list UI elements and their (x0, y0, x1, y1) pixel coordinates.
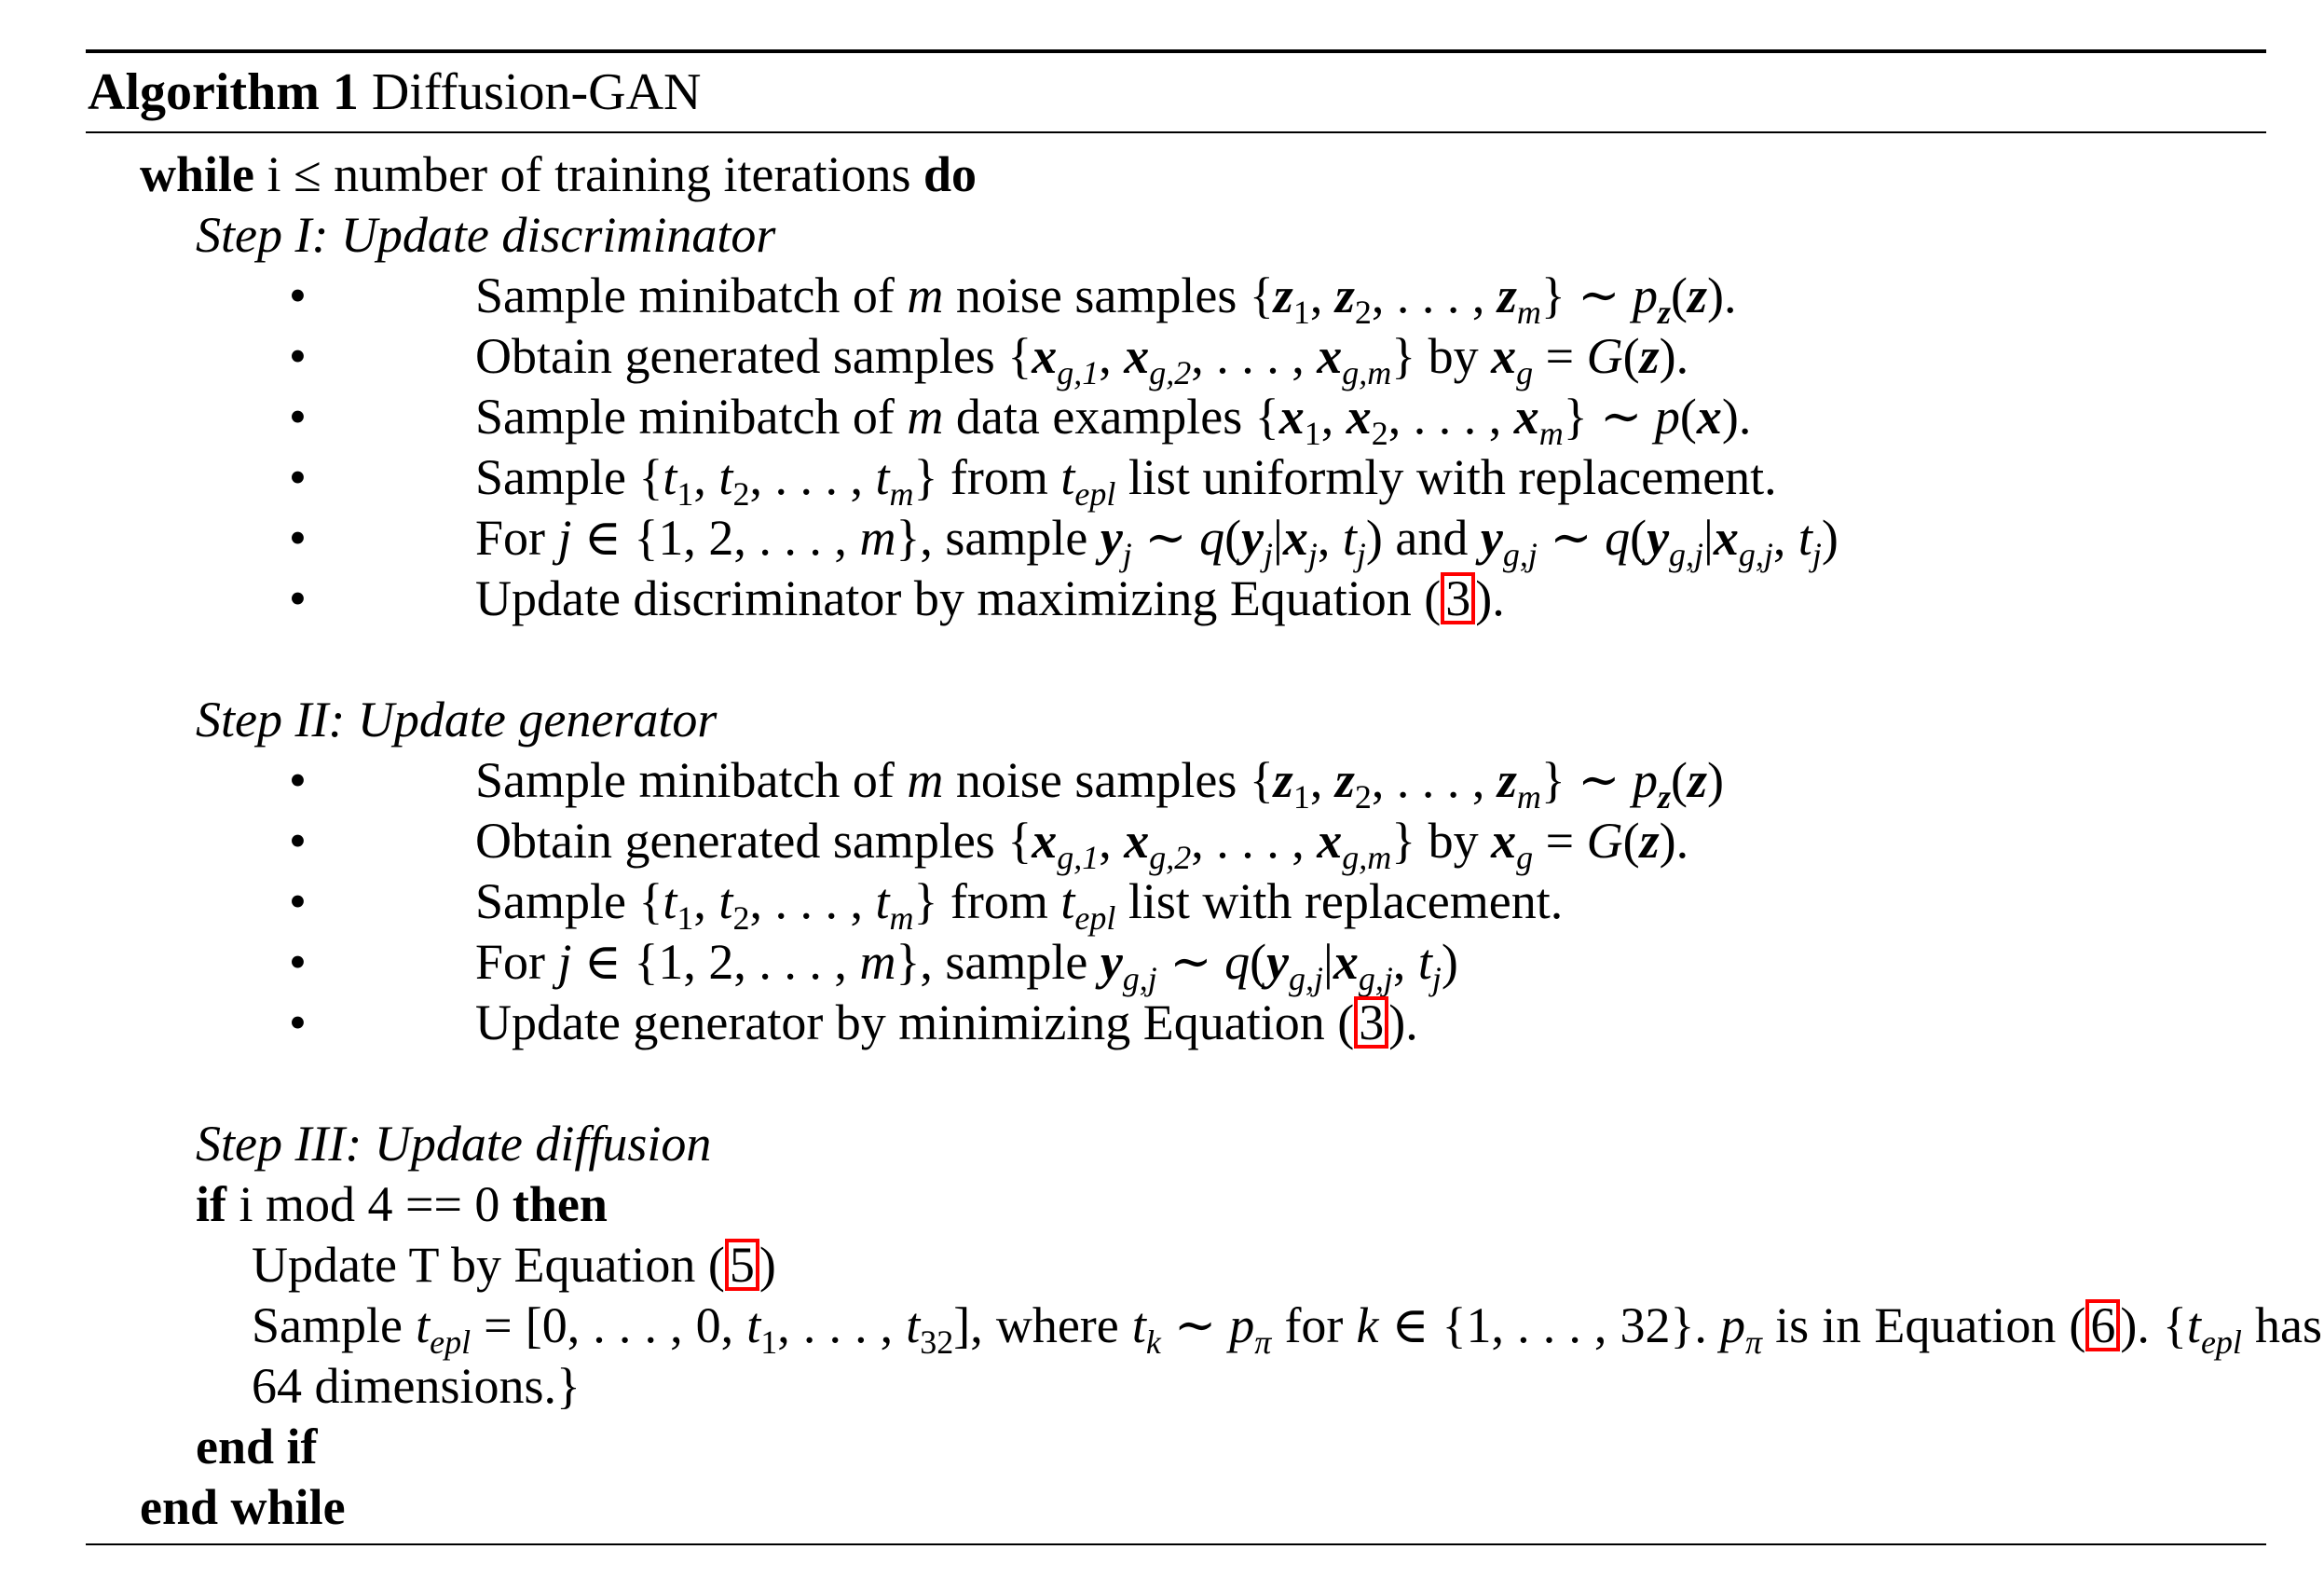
algorithm-label: Algorithm 1 (88, 63, 359, 121)
equation-ref-link[interactable]: 3 (1354, 996, 1388, 1049)
if-line (86, 1174, 2266, 1235)
bullet-dot: • (289, 267, 307, 323)
keyword-do: do (923, 146, 977, 202)
equation-ref-link[interactable]: 5 (725, 1239, 759, 1291)
bullet-dot: • (289, 389, 307, 445)
step2-title: Step II: Update generator (196, 692, 718, 747)
equation-ref-link[interactable]: 3 (1441, 572, 1475, 624)
bullet-dot: • (289, 873, 307, 929)
step2-bullet-2: • Obtain generated samples {$x_{g,1}$, $x_{g,2}$, . . . , $x_{g,m}$} by $x_g = G(z)$. (289, 813, 1689, 876)
bullet-dot: • (289, 328, 307, 384)
keyword-while: while (140, 146, 255, 202)
step1-bullet-5: • For j ∈ {1, 2, . . . , m}, sample $y_j$ ∼ $q(y_j|x_j$, $t_j$) and $y_{g,j}$ ∼ $q(y_{g,j}|x_{g,j}$, $t_j$) (289, 510, 1839, 573)
algorithm-caption (86, 53, 2266, 131)
equation-ref-link[interactable]: 6 (2085, 1299, 2120, 1351)
step2-bullet-1: • Sample minibatch of m noise samples {$z_1$, $z_2$, . . . , $z_m$} ∼ $p_z(z)$ (289, 752, 1725, 816)
sample-tepl-line: Sample $t_{epl} = [0$, . . . , 0, $t_1$, . . . , $t_{32}$], where $t_k$ ∼ $p_\pi$ for k ∈ {1, . . . , 32}. $p_\pi$ is in Equation (6). {$t_{epl}$ has 64 dimensions.} (252, 1297, 2322, 1414)
keyword-then: then (512, 1176, 608, 1232)
if-condition: i mod 4 == 0 (239, 1176, 500, 1232)
step1-title: Step I: Update discriminator (196, 207, 776, 263)
step2-bullet-3: • Sample {$t_1$, $t_2$, . . . , $t_m$} from $t_{epl}$ list with replacement. (289, 873, 1564, 937)
step3-title: Step III: Update diffusion (196, 1116, 712, 1172)
step2-bullet-5: • Update generator by minimizing Equation (3). (86, 993, 2266, 1053)
algorithm-title: Diffusion-GAN (371, 63, 702, 121)
algorithm-block (86, 49, 2322, 1545)
bullet-dot: • (289, 570, 307, 626)
step1-bullet-3: • Sample minibatch of m data examples {$x_1$, $x_2$, . . . , $x_m$} ∼ p(x). (289, 389, 1752, 452)
while-condition: i ≤ number of training iterations (267, 146, 911, 202)
bullet-dot: • (289, 510, 307, 566)
bullet-dot: • (289, 813, 307, 869)
while-line (86, 144, 2266, 205)
bullet-dot: • (289, 449, 307, 505)
keyword-end-while: end while (140, 1479, 346, 1535)
step1-bullet-6: • Update discriminator by maximizing Equation (3). (86, 569, 2266, 629)
bottom-rule (86, 1543, 2266, 1545)
step1-bullet-4: • Sample {$t_1$, $t_2$, . . . , $t_m$} from $t_{epl}$ list uniformly with replacement. (289, 449, 1777, 513)
step1-bullet-1: • Sample minibatch of m noise samples {$z_1$, $z_2$, . . . , $z_m$} ∼ $p_z(z)$. (289, 267, 1737, 331)
bullet-dot: • (289, 994, 307, 1050)
step1-bullet-2: • Obtain generated samples {$x_{g,1}$, $x_{g,2}$, . . . , $x_{g,m}$} by $x_g = G(z)$. (289, 328, 1689, 391)
keyword-if: if (196, 1176, 226, 1232)
keyword-end-if: end if (196, 1419, 318, 1474)
update-t-line: Update T by Equation (5) (252, 1237, 776, 1293)
bullet-dot: • (289, 752, 307, 808)
step2-bullet-4: • For j ∈ {1, 2, . . . , m}, sample $y_{g,j}$ ∼ $q(y_{g,j}|x_{g,j}$, $t_j$) (289, 934, 1458, 997)
bullet-dot: • (289, 934, 307, 990)
